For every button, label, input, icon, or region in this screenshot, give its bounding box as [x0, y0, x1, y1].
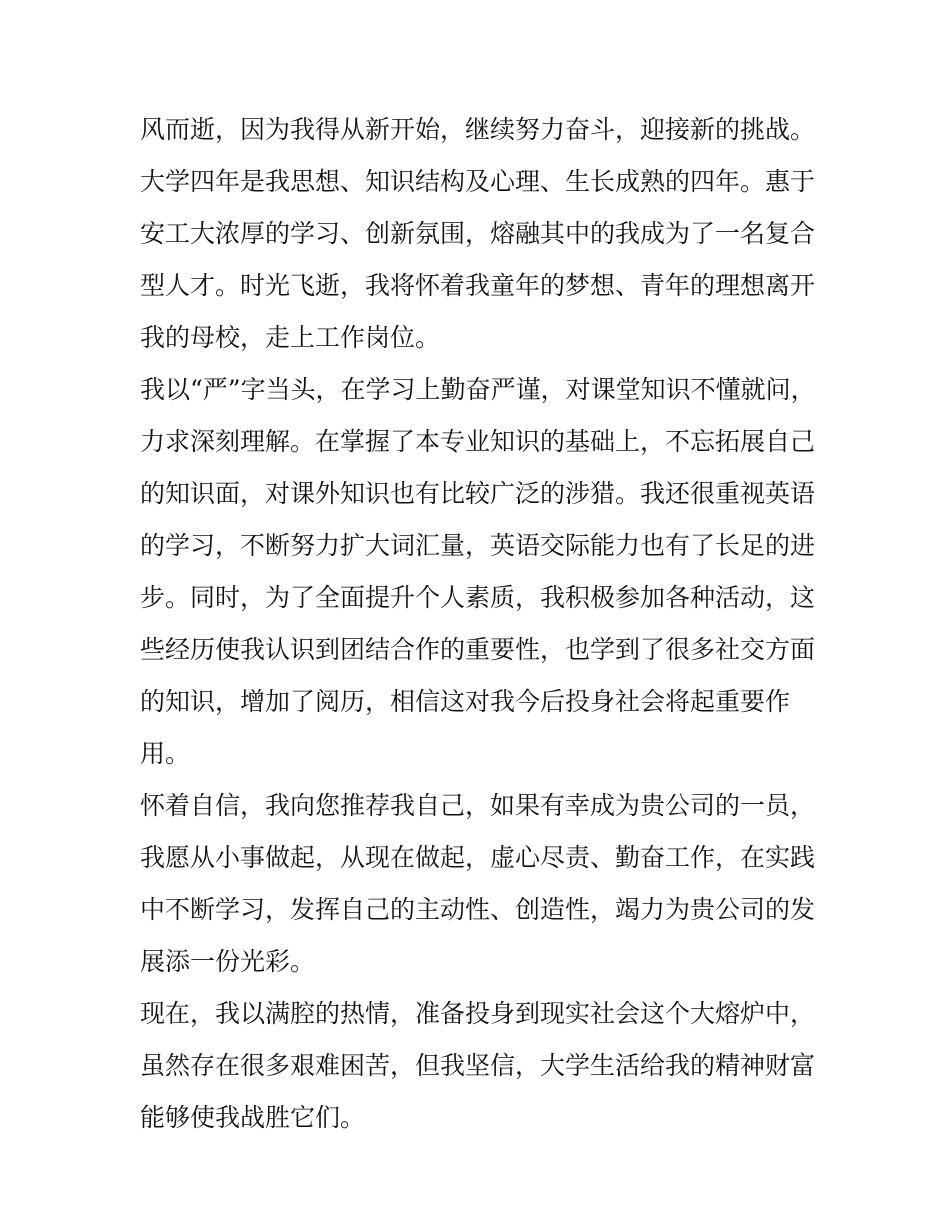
text-line-16: 中不断学习，发挥自己的主动性、创造性，竭力为贵公司的发 [140, 895, 816, 924]
text-line-11: 些经历使我认识到团结合作的重要性，也学到了很多社交方面 [140, 635, 816, 664]
text-line-3: 安工大浓厚的学习、创新氛围，熔融其中的我成为了一名复合 [140, 219, 816, 248]
text-line-13: 用。 [140, 739, 191, 768]
text-line-14: 怀着自信，我向您推荐我自己，如果有幸成为贵公司的一员， [140, 791, 816, 820]
text-line-6: 我以“严”字当头，在学习上勤奋严谨，对课堂知识不懂就问， [140, 375, 816, 404]
text-line-9: 的学习，不断努力扩大词汇量，英语交际能力也有了长足的进 [140, 531, 816, 560]
text-line-19: 虽然存在很多艰难困苦，但我坚信，大学生活给我的精神财富 [140, 1051, 816, 1080]
text-line-18: 现在，我以满腔的热情，准备投身到现实社会这个大熔炉中， [140, 999, 816, 1028]
text-line-17: 展添一份光彩。 [140, 947, 316, 976]
text-line-20: 能够使我战胜它们。 [140, 1103, 366, 1132]
text-line-8: 的知识面，对课外知识也有比较广泛的涉猎。我还很重视英语 [140, 479, 816, 508]
document-body [140, 104, 820, 1144]
text-line-12: 的知识，增加了阅历，相信这对我今后投身社会将起重要作 [140, 687, 791, 716]
text-line-2: 大学四年是我思想、知识结构及心理、生长成熟的四年。惠于 [140, 167, 816, 196]
text-line-4: 型人才。时光飞逝，我将怀着我童年的梦想、青年的理想离开 [140, 271, 816, 300]
text-line-15: 我愿从小事做起，从现在做起，虚心尽责、勤奋工作，在实践 [140, 843, 816, 872]
text-line-10: 步。同时，为了全面提升个人素质，我积极参加各种活动，这 [140, 583, 816, 612]
text-line-7: 力求深刻理解。在掌握了本专业知识的基础上，不忘拓展自己 [140, 427, 816, 456]
text-line-5: 我的母校，走上工作岗位。 [140, 323, 441, 352]
text-line-1: 风而逝，因为我得从新开始，继续努力奋斗，迎接新的挑战。 [140, 115, 816, 144]
